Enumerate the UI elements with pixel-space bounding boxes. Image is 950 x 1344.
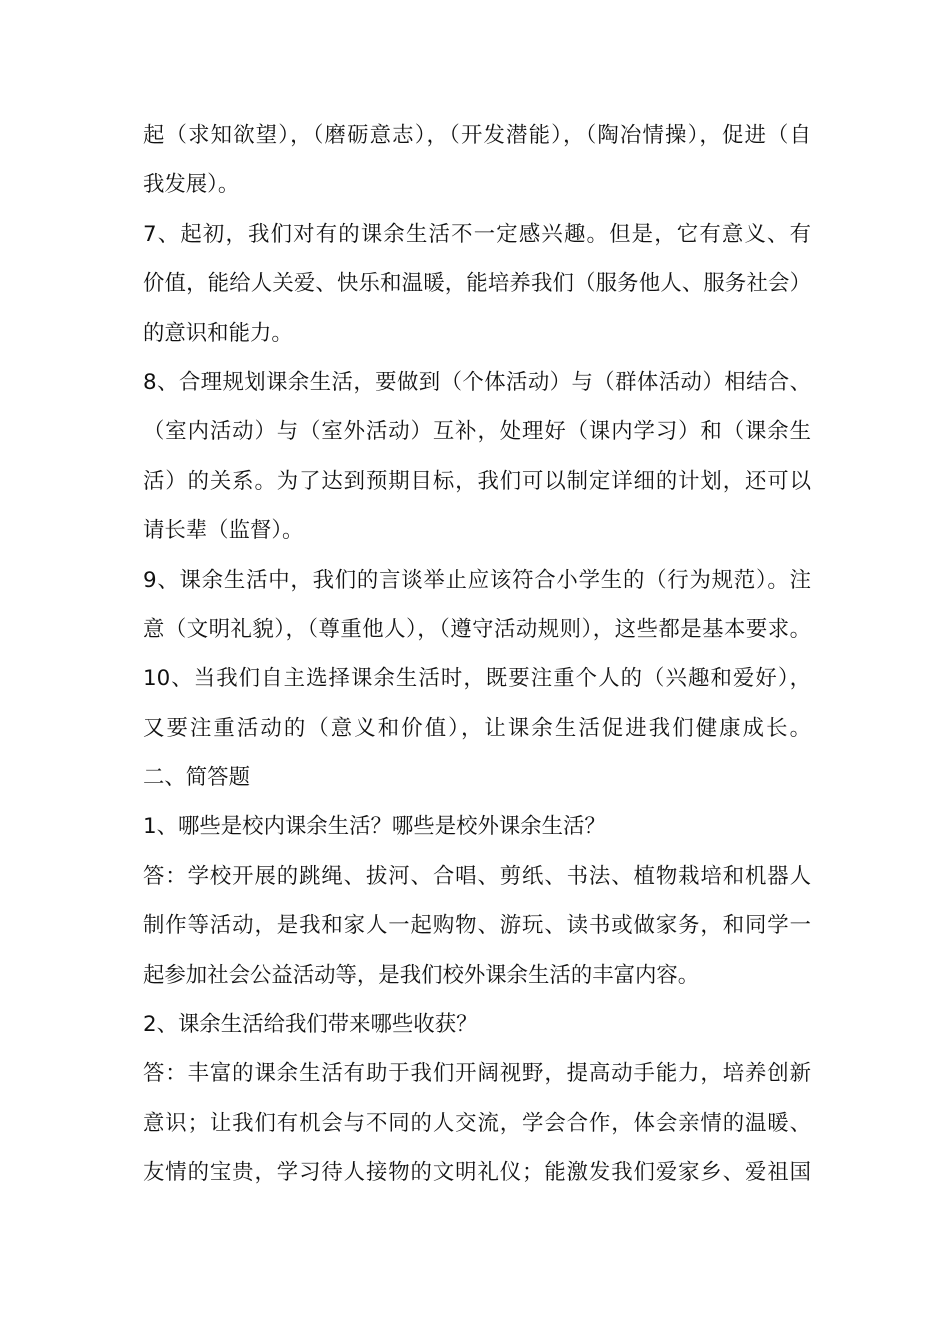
text-line: 友情的宝贵，学习待人接物的文明礼仪；能激发我们爱家乡、爱祖国 [143,1160,811,1186]
text-line: （室内活动）与（室外活动）互补，处理好（课内学习）和（课余生 [143,419,811,445]
text-line: 8、合理规划课余生活，要做到（个体活动）与（群体活动）相结合、 [143,369,811,395]
text-line: 我发展）。 [143,172,240,198]
text-line: 意（文明礼貌），（尊重他人），（遵守活动规则），这些都是基本要求。 [143,616,811,642]
text-line: 请长辈（监督）。 [143,518,304,544]
document-body [143,111,811,1198]
text-line: 起（求知欲望），（磨砺意志），（开发潜能），（陶冶情操），促进（自 [143,123,811,148]
question-line: 1、哪些是校内课余生活？哪些是校外课余生活？ [143,814,606,840]
question-line: 2、课余生活给我们带来哪些收获？ [143,1012,478,1038]
text-line: 9、课余生活中，我们的言谈举止应该符合小学生的（行为规范）。注 [143,567,811,593]
text-line: 答：丰富的课余生活有助于我们开阔视野，提高动手能力，培养创新 [143,1061,811,1087]
text-line: 活）的关系。为了达到预期目标，我们可以制定详细的计划，还可以 [143,468,811,494]
text-line: 意识；让我们有机会与不同的人交流，学会合作，体会亲情的温暖、 [143,1110,811,1136]
text-line: 价值，能给人关爱、快乐和温暖，能培养我们（服务他人、服务社会） [143,271,811,297]
text-line: 的意识和能力。 [143,320,293,346]
section-heading: 二、简答题 [143,765,250,791]
text-line: 又要注重活动的（意义和价值），让课余生活促进我们健康成长。 [143,715,811,741]
text-line: 10、当我们自主选择课余生活时，既要注重个人的（兴趣和爱好）， [143,666,811,692]
text-line: 7、起初，我们对有的课余生活不一定感兴趣。但是，它有意义、有 [143,221,811,247]
text-line: 起参加社会公益活动等，是我们校外课余生活的丰富内容。 [143,962,700,988]
text-line: 制作等活动，是我和家人一起购物、游玩、读书或做家务，和同学一 [143,913,811,939]
text-line: 答：学校开展的跳绳、拔河、合唱、剪纸、书法、植物栽培和机器人 [143,863,811,889]
